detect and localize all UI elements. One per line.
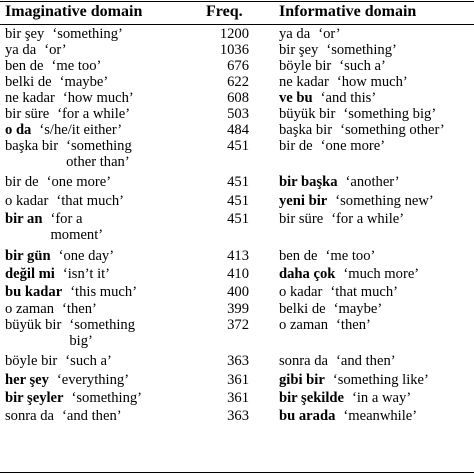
imaginative-translation: ‘for a while’ bbox=[57, 106, 131, 122]
table-row bbox=[0, 174, 474, 193]
imaginative-translation: ‘and then’ bbox=[62, 408, 122, 424]
frequency-cell: 608 bbox=[227, 90, 249, 106]
informative-cell bbox=[279, 266, 419, 282]
informative-translation: ‘maybe’ bbox=[333, 301, 383, 317]
imaginative-translation: ‘something’ bbox=[52, 26, 123, 42]
informative-term: o kadar bbox=[279, 284, 323, 300]
imaginative-cell bbox=[5, 74, 200, 90]
imaginative-cell bbox=[5, 266, 200, 282]
informative-translation: ‘such a’ bbox=[339, 58, 386, 74]
informative-term: belki de bbox=[279, 301, 326, 317]
imaginative-cell bbox=[5, 42, 200, 58]
informative-translation: ‘one more’ bbox=[320, 138, 386, 154]
imaginative-cell bbox=[5, 193, 200, 209]
informative-cell bbox=[279, 390, 411, 406]
informative-term: ben de bbox=[279, 248, 318, 264]
informative-term: bir şey bbox=[279, 42, 319, 58]
imaginative-term: o kadar bbox=[5, 193, 49, 209]
table-row bbox=[0, 193, 474, 211]
imaginative-translation: ‘how much’ bbox=[62, 90, 134, 106]
informative-translation: ‘and then’ bbox=[336, 353, 396, 369]
informative-term: ya da bbox=[279, 26, 311, 42]
imaginative-translation: ‘me too’ bbox=[51, 58, 102, 74]
frequency-cell: 451 bbox=[227, 211, 249, 227]
imaginative-cell bbox=[5, 301, 200, 317]
informative-term: bir de bbox=[279, 138, 313, 154]
imaginative-cell bbox=[5, 138, 200, 170]
imaginative-cell bbox=[5, 211, 200, 243]
informative-term: sonra da bbox=[279, 353, 329, 369]
informative-term: bir başka bbox=[279, 174, 338, 190]
imaginative-term: bir süre bbox=[5, 106, 50, 122]
informative-translation: ‘me too’ bbox=[325, 248, 376, 264]
imaginative-term: ne kadar bbox=[5, 90, 55, 106]
informative-translation: ‘then’ bbox=[336, 317, 371, 333]
table-row bbox=[0, 58, 474, 74]
imaginative-cell bbox=[5, 106, 200, 122]
informative-cell bbox=[279, 74, 408, 90]
imaginative-term: her şey bbox=[5, 372, 49, 388]
imaginative-cell bbox=[5, 90, 200, 106]
informative-cell bbox=[279, 106, 436, 122]
table-row bbox=[0, 90, 474, 106]
imaginative-translation: ‘something other than’ bbox=[66, 138, 132, 170]
informative-cell bbox=[279, 353, 396, 369]
informative-translation: ‘much more’ bbox=[343, 266, 420, 282]
informative-translation: ‘or’ bbox=[318, 26, 341, 42]
frequency-cell: 676 bbox=[227, 58, 249, 74]
table-row bbox=[0, 301, 474, 317]
informative-translation: ‘for a while’ bbox=[331, 211, 405, 227]
imaginative-term: sonra da bbox=[5, 408, 55, 424]
informative-cell bbox=[279, 138, 385, 154]
informative-term: daha çok bbox=[279, 266, 336, 282]
informative-cell bbox=[279, 193, 434, 209]
informative-translation: ‘something other’ bbox=[340, 122, 445, 138]
imaginative-term: ya da bbox=[5, 42, 37, 58]
informative-term: yeni bir bbox=[279, 193, 328, 209]
imaginative-cell bbox=[5, 317, 200, 349]
informative-cell bbox=[279, 90, 376, 106]
imaginative-term: bu kadar bbox=[5, 284, 63, 300]
frequency-cell: 451 bbox=[227, 174, 249, 190]
informative-translation: ‘something big’ bbox=[343, 106, 437, 122]
informative-cell bbox=[279, 317, 371, 333]
table-row bbox=[0, 248, 474, 266]
header-frequency: Freq. bbox=[206, 3, 243, 20]
imaginative-translation: ‘for a moment’ bbox=[50, 211, 104, 243]
imaginative-term: değil mi bbox=[5, 266, 55, 282]
frequency-cell: 484 bbox=[227, 122, 249, 138]
imaginative-translation: ‘s/he/it either’ bbox=[39, 122, 123, 138]
frequency-cell: 410 bbox=[227, 266, 249, 282]
informative-cell bbox=[279, 248, 375, 264]
informative-cell bbox=[279, 408, 417, 424]
imaginative-translation: ‘everything’ bbox=[56, 372, 130, 388]
imaginative-cell bbox=[5, 248, 200, 264]
imaginative-term: bir an bbox=[5, 211, 43, 227]
imaginative-translation: ‘such a’ bbox=[65, 353, 112, 369]
informative-term: ne kadar bbox=[279, 74, 329, 90]
table-row bbox=[0, 74, 474, 90]
informative-translation: ‘how much’ bbox=[336, 74, 408, 90]
frequency-cell: 413 bbox=[227, 248, 249, 264]
frequency-cell: 451 bbox=[227, 193, 249, 209]
imaginative-translation: ‘one more’ bbox=[46, 174, 112, 190]
frequency-cell: 361 bbox=[227, 390, 249, 406]
table-row bbox=[0, 284, 474, 301]
informative-cell bbox=[279, 211, 404, 227]
frequency-cell: 361 bbox=[227, 372, 249, 388]
table-row bbox=[0, 106, 474, 122]
table-top-rule bbox=[0, 1, 474, 2]
imaginative-translation: ‘or’ bbox=[44, 42, 67, 58]
header-rule bbox=[0, 24, 474, 25]
table-row bbox=[0, 122, 474, 138]
frequency-cell: 451 bbox=[227, 138, 249, 154]
informative-cell bbox=[279, 284, 398, 300]
frequency-cell: 399 bbox=[227, 301, 249, 317]
informative-cell bbox=[279, 122, 445, 138]
imaginative-term: belki de bbox=[5, 74, 52, 90]
header-informative-domain: Informative domain bbox=[279, 3, 417, 20]
imaginative-term: bir de bbox=[5, 174, 39, 190]
informative-term: bu arada bbox=[279, 408, 336, 424]
informative-translation: ‘something new’ bbox=[335, 193, 434, 209]
frequency-cell: 372 bbox=[227, 317, 249, 333]
informative-translation: ‘in a way’ bbox=[352, 390, 412, 406]
imaginative-cell bbox=[5, 408, 200, 424]
informative-cell bbox=[279, 301, 382, 317]
informative-translation: ‘another’ bbox=[345, 174, 400, 190]
table-row bbox=[0, 266, 474, 284]
imaginative-translation: ‘then’ bbox=[62, 301, 97, 317]
table-row bbox=[0, 317, 474, 353]
frequency-cell: 1036 bbox=[219, 42, 249, 58]
table-row bbox=[0, 353, 474, 372]
informative-translation: ‘and this’ bbox=[320, 90, 377, 106]
imaginative-term: o zaman bbox=[5, 301, 55, 317]
informative-cell bbox=[279, 26, 341, 42]
imaginative-term: bir şey bbox=[5, 26, 45, 42]
imaginative-cell bbox=[5, 372, 200, 388]
informative-cell bbox=[279, 174, 400, 190]
table-row bbox=[0, 372, 474, 390]
imaginative-translation: ‘something’ bbox=[71, 390, 143, 406]
imaginative-cell bbox=[5, 122, 200, 138]
imaginative-translation: ‘isn’t it’ bbox=[62, 266, 111, 282]
imaginative-term: ben de bbox=[5, 58, 44, 74]
informative-term: böyle bir bbox=[279, 58, 332, 74]
informative-term: ve bu bbox=[279, 90, 313, 106]
informative-translation: ‘that much’ bbox=[330, 284, 399, 300]
informative-cell bbox=[279, 58, 386, 74]
table-row bbox=[0, 42, 474, 58]
table-row bbox=[0, 408, 474, 424]
frequency-cell: 503 bbox=[227, 106, 249, 122]
frequency-cell: 363 bbox=[227, 408, 249, 424]
informative-term: bir şekilde bbox=[279, 390, 345, 406]
imaginative-cell bbox=[5, 174, 200, 190]
imaginative-translation: ‘one day’ bbox=[58, 248, 115, 264]
imaginative-translation: ‘that much’ bbox=[56, 193, 125, 209]
informative-term: büyük bir bbox=[279, 106, 336, 122]
informative-term: başka bir bbox=[279, 122, 333, 138]
informative-cell bbox=[279, 42, 397, 58]
imaginative-translation: ‘something big’ bbox=[69, 317, 136, 349]
imaginative-term: başka bir bbox=[5, 138, 59, 154]
table-row bbox=[0, 138, 474, 174]
imaginative-cell bbox=[5, 353, 200, 369]
imaginative-term: büyük bir bbox=[5, 317, 62, 333]
imaginative-term: böyle bir bbox=[5, 353, 58, 369]
informative-term: o zaman bbox=[279, 317, 329, 333]
frequency-cell: 400 bbox=[227, 284, 249, 300]
informative-term: gibi bir bbox=[279, 372, 325, 388]
informative-term: bir süre bbox=[279, 211, 324, 227]
imaginative-translation: ‘this much’ bbox=[70, 284, 138, 300]
frequency-cell: 622 bbox=[227, 74, 249, 90]
table-body bbox=[0, 26, 474, 424]
header-imaginative-domain: Imaginative domain bbox=[5, 3, 143, 20]
informative-translation: ‘something’ bbox=[326, 42, 397, 58]
frequency-cell: 363 bbox=[227, 353, 249, 369]
imaginative-cell bbox=[5, 284, 200, 300]
table-row bbox=[0, 26, 474, 42]
imaginative-term: bir şeyler bbox=[5, 390, 64, 406]
table-row bbox=[0, 390, 474, 408]
informative-translation: ‘meanwhile’ bbox=[343, 408, 418, 424]
imaginative-translation: ‘maybe’ bbox=[59, 74, 109, 90]
informative-cell bbox=[279, 372, 429, 388]
imaginative-cell bbox=[5, 58, 200, 74]
imaginative-term: bir gün bbox=[5, 248, 51, 264]
imaginative-cell bbox=[5, 26, 200, 42]
frequency-cell: 1200 bbox=[219, 26, 249, 42]
imaginative-term: o da bbox=[5, 122, 32, 138]
table-row bbox=[0, 211, 474, 248]
informative-translation: ‘something like’ bbox=[332, 372, 429, 388]
table-bottom-rule bbox=[0, 472, 474, 473]
imaginative-cell bbox=[5, 390, 200, 406]
